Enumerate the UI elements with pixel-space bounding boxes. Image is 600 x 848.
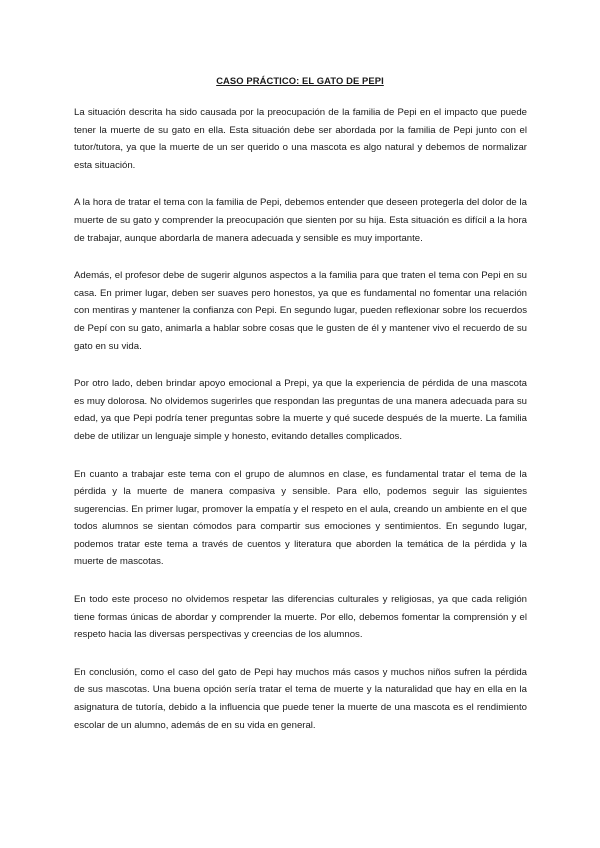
document-title: CASO PRÁCTICO: EL GATO DE PEPI [216, 75, 384, 86]
paragraph-emotional-support: Por otro lado, deben brindar apoyo emocional a Prepi, ya que la experiencia de pérdida de una mascota es muy dolorosa. No olvidemos sugerirles que respondan las preguntas de una manera adecuada para su edad, ya que Pepi podría tener preguntas sobre la muerte y qué sucede después de la muerte. La familia debe de utilizar un lenguaje simple y honesto, evitando detalles complicados. [74, 378, 527, 442]
paragraph-conclusion: En conclusión, como el caso del gato de Pepi hay muchos más casos y muchos niños sufren la pérdida de sus mascotas. Una buena opción sería tratar el tema de muerte y la naturalidad que hay en ella en la asignatura de tutoría, debido a la influencia que puede tener la muerte de una mascota es el rendimiento escolar de un alumno, además de en su vida en general. [74, 666, 527, 731]
paragraph-suggestions: Además, el profesor debe de sugerir algunos aspectos a la familia para que traten el tema con Pepi en su casa. En primer lugar, deben ser suaves pero honestos, ya que es fundamental no fomentar una relación con mentiras y mantener la confianza con Pepi. En segundo lugar, pueden reflexionar sobre los recuerdos de Pepí con su gato, animarla a hablar sobre cosas que le gusten de él y mantener vivo el recuerdo de su gato en su vida. [74, 270, 527, 352]
document-body [74, 104, 527, 754]
paragraph-cultural-respect: En todo este proceso no olvidemos respetar las diferencias culturales y religiosas, ya que cada religión tiene formas únicas de abordar y comprender la muerte. Por ello, debemos fomentar la comprensión y el respeto hacia las diversas perspectivas y creencias de los alumnos. [74, 594, 527, 641]
paragraph-intro: La situación descrita ha sido causada por la preocupación de la familia de Pepi en el impacto que puede tener la muerte de su gato en ella. Esta situación debe ser abordada por la familia de Pepi junto con el tutor/tutora, ya que la muerte de un ser querido o una mascota es algo natural y debemos de normalizar esta situación. [74, 107, 527, 171]
paragraph-family: A la hora de tratar el tema con la familia de Pepi, debemos entender que deseen protegerla del dolor de la muerte de su gato y comprender la preocupación que sienten por su hija. Esta situación es difícil a la hora de trabajar, aunque abordarla de manera adecuada y sensible es muy importante. [74, 197, 527, 244]
paragraph-classroom: En cuanto a trabajar este tema con el grupo de alumnos en clase, es fundamental tratar el tema de la pérdida y la muerte de manera compasiva y sensible. Para ello, podemos seguir las siguientes sugerencias. En primer lugar, promover la empatía y el respeto en el aula, creando un ambiente en el que todos alumnos se sientan cómodos para compartir sus emociones y sentimientos. En segundo lugar, podemos tratar este tema a través de cuentos y literatura que aborden la temática de la pérdida y la muerte de mascotas. [74, 468, 527, 568]
